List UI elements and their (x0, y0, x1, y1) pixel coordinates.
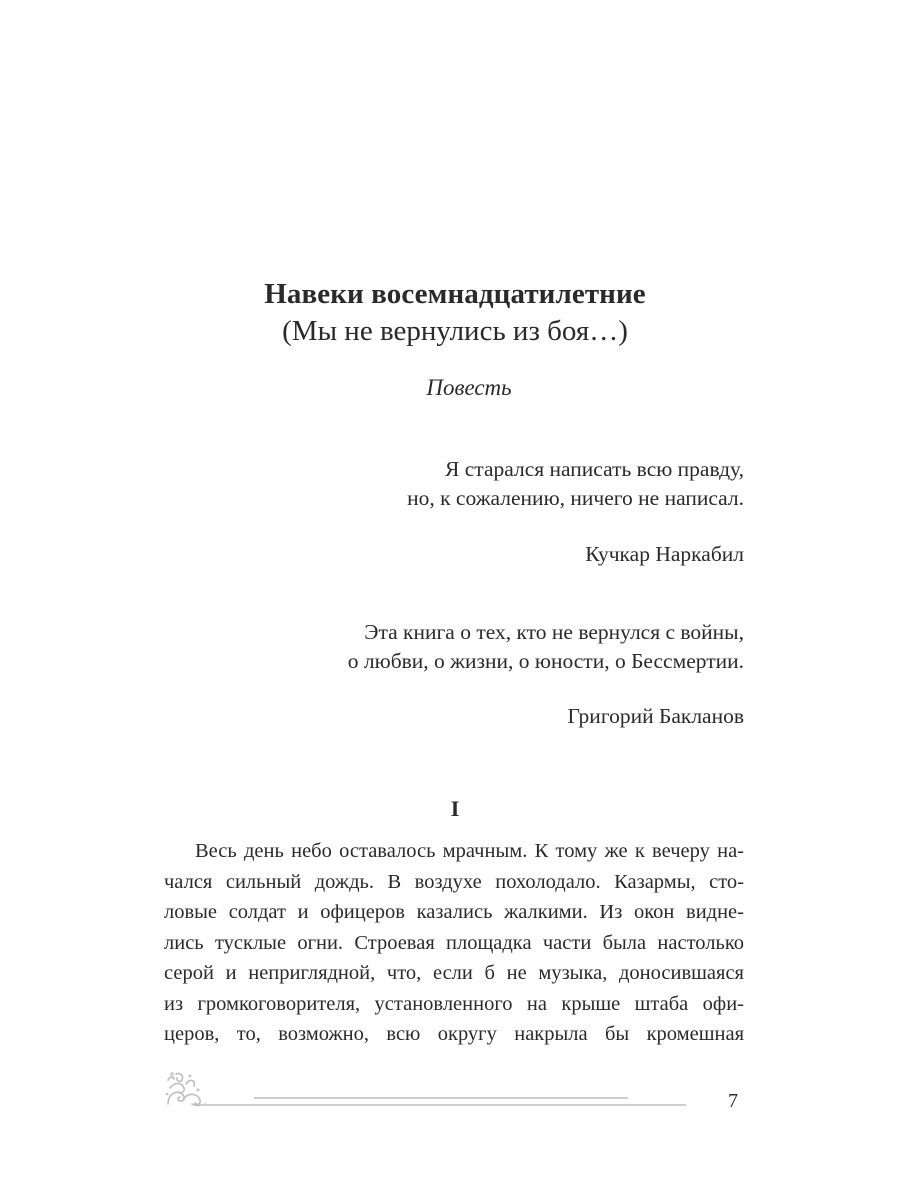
epigraph-line: о любви, о жизни, о юности, о Бессмертии. (347, 649, 744, 673)
floral-ornament-icon (164, 1068, 206, 1108)
paragraph-line: из громкоговорителя, установленного на крыше штаба офи- (164, 992, 744, 1015)
page-number: 7 (728, 1090, 738, 1112)
page-title: Навеки восемнадцатилетние (264, 278, 646, 310)
genre-label: Повесть (426, 375, 512, 400)
chapter-heading: I (450, 796, 460, 821)
epigraph-line: Я старался написать всю правду, (445, 457, 744, 481)
epigraph-2 (348, 618, 744, 676)
paragraph-line: церов, то, возможно, всю округу накрыла бы кромешная (164, 1023, 744, 1045)
paragraph-line: ловые солдат и офицеров казались жалкими. Из окон видне- (164, 901, 744, 923)
page-subtitle: (Мы не вернулись из боя…) (282, 315, 628, 347)
epigraph-line: но, к сожалению, ничего не написал. (407, 486, 744, 510)
epigraph-line: Эта книга о тех, кто не вернулся с войны, (364, 620, 744, 644)
epigraph-author: Григорий Бакланов (567, 704, 744, 728)
epigraph-author: Кучкар Наркабил (585, 542, 744, 566)
paragraph-line: чался сильный дождь. В воздухе похолодало. Казармы, сто- (164, 870, 744, 893)
paragraph-line: лись тусклые огни. Строевая площадка части была настолько (164, 931, 744, 954)
footer-rule-bottom (200, 1104, 686, 1106)
paragraph-line: серой и неприглядной, что, если б не музыка, доносившаяся (164, 962, 744, 984)
paragraph-line: Весь день небо оставалось мрачным. К тому же к вечеру на- (195, 840, 744, 862)
body-paragraph (164, 836, 744, 1050)
epigraph-1-author (585, 540, 744, 569)
epigraph-2-author (567, 702, 744, 731)
epigraph-1 (407, 455, 744, 513)
footer-rule-top (254, 1097, 628, 1099)
